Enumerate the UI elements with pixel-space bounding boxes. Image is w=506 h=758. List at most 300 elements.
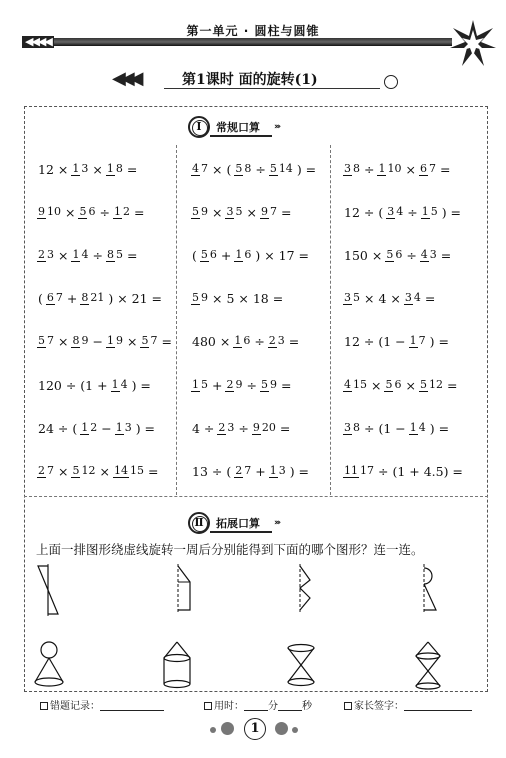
fraction [80,292,105,305]
problem-text: = [133,204,145,220]
fraction [106,335,124,348]
sphere-on-cone-icon[interactable] [32,640,66,688]
denominator: 7 [244,463,252,477]
denominator: 5 [235,204,243,218]
problem-text: × [65,204,76,220]
denominator: 3 [47,247,54,261]
denominator: 7 [418,334,426,348]
denominator: 3 [227,420,235,434]
problem-text: × [405,161,416,177]
problem-text: × [99,463,110,479]
numerator: 1 [409,420,417,434]
problem-3-6 [342,368,459,402]
problem-text: ) × 17 = [255,247,310,263]
denominator: 6 [88,204,96,218]
problem-text: ( [38,291,43,307]
problem-2-2 [190,195,293,229]
numerator: 2 [218,420,226,434]
problem-text: = [439,161,451,177]
fraction [343,379,368,392]
section-2-underline [210,531,272,533]
problem-text: × [371,377,382,393]
fraction [419,379,444,392]
fraction [234,163,252,176]
denominator: 7 [150,334,158,348]
numerator: 1 [106,161,114,175]
problem-text: ) × 21 = [108,291,163,307]
corner-star-icon [448,18,498,68]
problem-3-7 [342,411,451,445]
numerator: 5 [72,463,80,477]
numerator: 9 [252,420,260,434]
numerator: 6 [419,161,427,175]
problem-3-4 [342,282,437,316]
numerator: 6 [46,291,54,305]
section-2-arrows-icon: ››› [274,518,280,528]
fraction [404,292,422,305]
problem-text: 12 × [38,161,69,177]
problem-text: = [424,291,436,307]
numerator: 3 [344,420,351,434]
denominator: 7 [428,161,436,175]
numerator: 2 [268,334,276,348]
section-1-arrows-icon: ››› [274,122,280,132]
problem-text: ) = [296,161,317,177]
fraction [421,206,439,219]
numerator: 14 [113,463,128,477]
denominator: 3 [124,420,132,434]
decor-dot [221,722,234,735]
unit-title: 第一单元 · 圆柱与圆锥 [186,24,320,38]
numerator: 5 [269,161,277,175]
fraction [46,292,64,305]
problem-1-3 [36,238,139,272]
page-number: 1 [244,718,266,740]
lesson-title: 第1课时 面的旋转(1) [182,72,318,88]
problem-text: ) = [131,377,151,393]
denominator: 3 [278,463,286,477]
problem-text: ÷ [246,377,257,393]
problem-3-1 [342,152,452,186]
section-1-underline [210,135,272,137]
numerator: 3 [404,291,412,305]
numerator: 1 [81,420,89,434]
problem-text: = [446,377,458,393]
numerator: 1 [269,463,277,477]
numerator: 1 [234,334,242,348]
denominator: 3 [81,161,89,175]
numerator: 5 [79,204,87,218]
parent-sign [344,697,472,712]
fraction [191,163,209,176]
section-1-label: 常规口算 [216,121,260,134]
numerator: 5 [385,377,393,391]
numerator: 3 [344,291,351,305]
section-1-header [188,116,328,138]
denominator: 3 [429,247,437,261]
denominator: 4 [120,377,128,391]
numerator: 1 [421,204,429,218]
numerator: 8 [81,291,89,305]
problem-text: 12 ÷ (1 − [344,334,406,350]
numerator: 9 [38,204,45,218]
problem-3-3 [342,238,453,272]
numerator: 8 [106,247,114,261]
problem-text: ÷ (1 + 4.5) = [378,463,463,479]
problem-text: × 5 × 18 = [212,291,284,307]
problem-2-8 [190,454,311,488]
numerator: 1 [115,420,123,434]
error-log-field[interactable] [100,710,164,711]
fraction [384,379,402,392]
denominator: 7 [55,291,63,305]
fraction [78,206,96,219]
column-divider-2 [330,145,331,495]
numerator: 2 [235,463,243,477]
denominator: 7 [47,334,54,348]
numerator: 5 [386,247,394,261]
denominator: 6 [209,247,217,261]
denominator: 15 [129,463,144,477]
denominator: 8 [244,161,252,175]
fraction [343,292,361,305]
decor-dot [210,727,216,733]
flat-triangle-pair-icon[interactable] [30,562,66,618]
problem-text: × [212,204,223,220]
seconds-label: 秒 [302,701,312,712]
flat-semicircle-triangle-icon[interactable] [414,562,444,614]
problem-text: × [58,247,69,263]
problem-1-7 [36,411,157,445]
problem-text: + [212,377,223,393]
denominator: 4 [413,291,421,305]
numerator: 3 [387,204,395,218]
fraction [71,249,89,262]
problem-text: + [66,291,78,307]
fraction [269,163,294,176]
denominator: 17 [360,463,374,477]
denominator: 9 [201,291,208,305]
denominator: 12 [81,463,96,477]
header-chevrons: ◀◀◀◀ [22,36,54,48]
section-divider [24,496,488,497]
header-band [22,38,452,46]
problem-1-5 [36,325,174,359]
section-2-number: Ⅱ [188,512,210,534]
problem-2-6 [190,368,293,402]
fraction [343,465,375,478]
fraction [419,163,437,176]
numerator: 5 [192,204,199,218]
denominator: 6 [395,247,403,261]
numerator: 1 [72,161,80,175]
problem-text: × [92,161,103,177]
problem-text: 150 × [344,247,383,263]
denominator: 4 [81,247,89,261]
problem-text: × [58,334,69,350]
parent-sign-label: 家长签字： [354,701,404,712]
time-used-label: 用时： [214,701,244,712]
problem-2-1 [190,152,318,186]
denominator: 5 [353,291,360,305]
problem-text: − [92,334,103,350]
problem-text: ) = [289,463,310,479]
numerator: 5 [200,247,208,261]
parent-sign-field[interactable] [404,710,472,711]
problem-text: ÷ [238,420,249,436]
fraction [71,465,96,478]
fraction [37,465,55,478]
problem-text: 13 ÷ ( [192,463,232,479]
numerator: 5 [38,334,45,348]
denominator: 3 [277,334,285,348]
numerator: 8 [72,334,80,348]
denominator: 8 [353,420,360,434]
problem-text: = [279,420,291,436]
denominator: 8 [353,161,360,175]
denominator: 20 [261,420,276,434]
numerator: 3 [226,204,234,218]
numerator: 1 [235,247,243,261]
denominator: 5 [115,247,123,261]
seconds-field[interactable] [278,710,302,711]
fraction [191,206,209,219]
fraction [191,379,209,392]
denominator: 4 [396,204,404,218]
numerator: 5 [235,161,243,175]
decor-dot [292,727,298,733]
error-log [40,697,164,712]
error-log-label: 错题记录： [50,701,100,712]
numerator: 1 [409,334,417,348]
denominator: 6 [243,334,251,348]
denominator: 7 [269,204,277,218]
problem-text: × [246,204,257,220]
fraction [140,335,158,348]
denominator: 6 [394,377,402,391]
problem-text: = [280,204,292,220]
numerator: 2 [226,377,234,391]
problem-text: × [126,334,138,350]
denominator: 2 [90,420,98,434]
problem-2-4 [190,282,285,316]
denominator: 9 [201,204,208,218]
time-used-checkbox[interactable] [204,702,212,710]
problem-3-5 [342,325,451,359]
double-cone-hourglass-icon[interactable] [284,642,318,688]
section-2-label: 拓展口算 [216,517,260,530]
numerator: 4 [420,247,428,261]
fraction [111,379,129,392]
numerator: 1 [378,161,386,175]
problem-text: ÷ [255,161,266,177]
problem-text: ÷ [92,247,103,263]
fraction [225,206,243,219]
denominator: 5 [201,377,208,391]
problem-text: ( [192,247,197,263]
numerator: 1 [113,204,121,218]
fraction [71,335,89,348]
denominator: 4 [418,420,426,434]
numerator: 5 [192,291,199,305]
time-used [204,697,312,712]
numerator: 11 [344,463,358,477]
problem-text: × [405,377,416,393]
fraction [106,249,124,262]
problem-text: = [161,334,172,350]
problem-text: = [280,377,292,393]
error-log-checkbox[interactable] [40,702,48,710]
problem-text: 24 ÷ ( [38,420,78,436]
flat-triangle-rect-icon[interactable] [168,562,198,614]
numerator: 2 [38,463,45,477]
problem-text: × 4 × [364,291,401,307]
instruction-text: 上面一排图形绕虚线旋转一周后分别能得到下面的哪个图形？连一连。 [36,542,424,557]
problem-1-2 [36,195,146,229]
fraction [343,422,361,435]
problem-text: 12 ÷ ( [344,204,384,220]
fraction [385,249,403,262]
fraction [71,163,89,176]
numerator: 5 [419,377,427,391]
problem-2-7 [190,411,292,445]
fraction [106,163,124,176]
fraction [37,206,62,219]
problem-1-6 [36,368,153,402]
problem-1-8 [36,454,160,488]
denominator: 12 [428,377,443,391]
double-cone-diamond-icon[interactable] [412,640,444,690]
fraction [234,465,252,478]
fraction [343,163,361,176]
cone-on-cylinder-icon[interactable] [160,640,194,690]
fraction [225,379,243,392]
problem-3-8 [342,454,465,488]
problem-text: − [101,420,112,436]
denominator: 9 [115,334,123,348]
problem-1-1 [36,152,139,186]
fraction [252,422,277,435]
problem-1-4 [36,282,164,316]
lesson-chevron-icon: ◀◀◀ [112,68,139,89]
lesson-circle-icon [384,75,398,89]
fraction [115,422,133,435]
problem-text: = [126,247,138,263]
fraction [409,422,427,435]
problem-text: = [440,247,452,263]
problem-text: ÷ [364,161,375,177]
lesson-header [112,68,402,90]
fraction [37,249,55,262]
fraction [420,249,438,262]
problem-text: = [126,161,138,177]
column-divider-1 [176,145,177,495]
numerator: 4 [192,161,199,175]
problem-text: ÷ (1 − [364,420,406,436]
denominator: 7 [201,161,208,175]
denominator: 8 [115,161,123,175]
fraction [234,249,252,262]
fraction [191,292,209,305]
fraction [113,465,145,478]
problem-text: × [58,463,69,479]
fraction [386,206,404,219]
fraction [217,422,235,435]
problem-text: 120 ÷ (1 + [38,377,108,393]
fraction [268,335,286,348]
denominator: 10 [47,204,61,218]
decor-dot [275,722,288,735]
numerator: 5 [141,334,149,348]
problem-text: 4 ÷ [192,420,215,436]
denominator: 14 [278,161,293,175]
denominator: 7 [47,463,54,477]
denominator: 10 [387,161,402,175]
problem-text: = [288,334,300,350]
fraction [200,249,218,262]
minutes-field[interactable] [244,710,268,711]
problem-3-2 [342,195,463,229]
minutes-label: 分 [268,701,278,712]
problem-text: ÷ [406,247,417,263]
problem-text: + [255,463,266,479]
denominator: 9 [235,377,243,391]
fraction [113,206,131,219]
parent-sign-checkbox[interactable] [344,702,352,710]
numerator: 4 [344,377,351,391]
problem-text: ) = [429,334,449,350]
fraction [377,163,402,176]
denominator: 2 [122,204,130,218]
numerator: 1 [111,377,119,391]
numerator: 5 [260,377,268,391]
problem-text: × ( [212,161,232,177]
numerator: 1 [106,334,114,348]
problem-text: ) = [441,204,462,220]
problem-text: 480 × [192,334,231,350]
problem-text: = [147,463,159,479]
fraction [80,422,98,435]
denominator: 9 [269,377,277,391]
fraction [233,335,251,348]
section-1-number: Ⅰ [188,116,210,138]
fraction [269,465,287,478]
numerator: 3 [344,161,351,175]
problem-2-3 [190,238,311,272]
problem-text: ) = [135,420,156,436]
problem-2-5 [190,325,301,359]
fraction [260,206,278,219]
denominator: 6 [244,247,252,261]
denominator: 21 [90,291,105,305]
problem-text: ÷ [99,204,110,220]
problem-text: ÷ [254,334,265,350]
numerator: 9 [260,204,268,218]
denominator: 15 [353,377,367,391]
numerator: 1 [192,377,199,391]
flat-double-triangle-icon[interactable] [290,562,320,614]
section-2-header [188,512,328,534]
numerator: 2 [38,247,45,261]
denominator: 5 [430,204,438,218]
fraction [260,379,278,392]
fraction [409,335,427,348]
fraction [37,335,55,348]
problem-text: + [220,247,232,263]
numerator: 1 [72,247,80,261]
problem-text: ) = [429,420,450,436]
problem-text: ÷ [407,204,418,220]
